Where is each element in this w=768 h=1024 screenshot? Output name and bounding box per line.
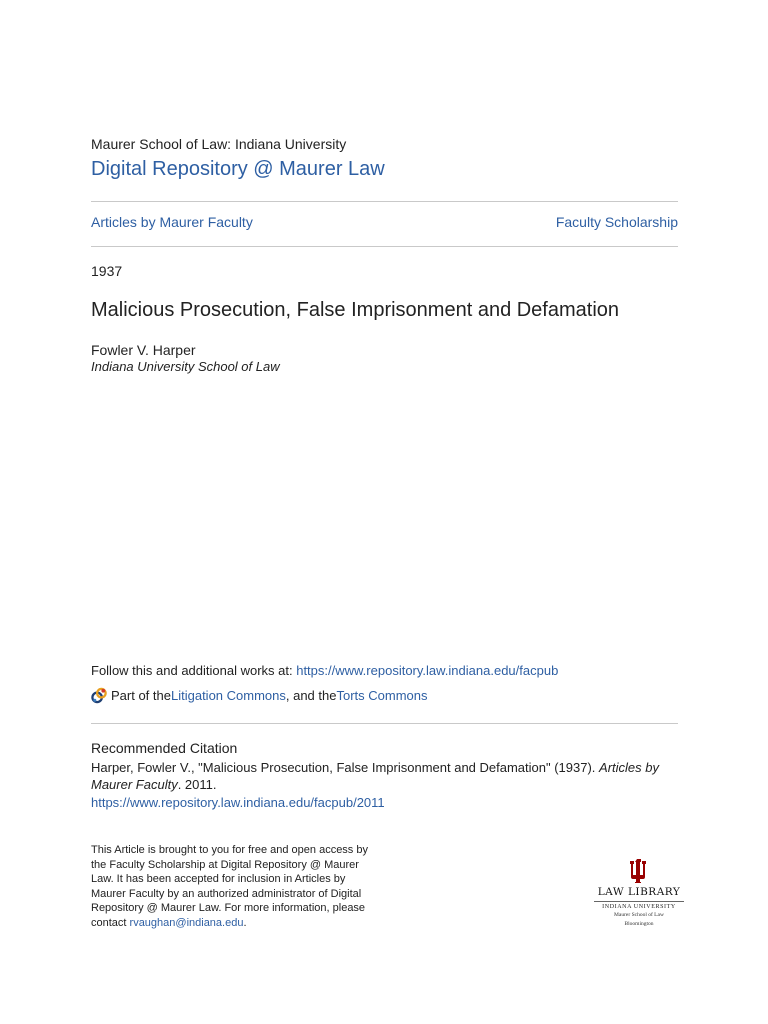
logo-city: Bloomington: [624, 920, 654, 927]
follow-line: [91, 663, 558, 678]
follow-url-link[interactable]: https://www.repository.law.indiana.edu/facpub: [296, 663, 559, 678]
law-library-logo: [594, 857, 684, 927]
article-title: Malicious Prosecution, False Imprisonment and Defamation: [91, 299, 620, 321]
access-statement-text: This Article is brought to you for free and open access by the Faculty Scholarship at Digital Repository @ Maurer Law. It has been accepted for inclusion in Articles by Maurer Faculty by an authorized administrator of Digital Repository @ Maurer Law. For more information, please contact: [91, 844, 368, 929]
citation-body: Harper, Fowler V., "Malicious Prosecution, False Imprisonment and Defamation" (1937).: [91, 760, 600, 775]
author-name: Fowler V. Harper: [91, 342, 196, 358]
citation-heading: Recommended Citation: [91, 740, 238, 756]
access-statement: [91, 843, 381, 931]
part-of-prefix: Part of the: [111, 688, 171, 703]
contact-email-link[interactable]: rvaughan@indiana.edu: [129, 916, 244, 929]
logo-university: INDIANA UNIVERSITY: [594, 901, 684, 910]
publication-year: 1937: [91, 263, 123, 279]
series-link[interactable]: Articles by Maurer Faculty: [91, 214, 253, 230]
citation-suffix: . 2011.: [177, 777, 217, 792]
logo-title: LAW LIBRARY: [597, 886, 681, 898]
part-of-line: [91, 687, 428, 704]
citation-journal: Articles by Maurer Faculty: [91, 760, 659, 792]
access-statement-end: .: [243, 916, 247, 929]
divider-citation: [91, 723, 678, 724]
cover-page: [91, 0, 681, 1024]
part-of-mid: , and the: [285, 688, 337, 703]
iu-trident-icon: [628, 857, 650, 883]
divider-nav: [91, 246, 678, 247]
institution-name: Maurer School of Law: Indiana University: [91, 136, 347, 152]
commons-network-icon: [91, 687, 108, 704]
author-affiliation: Indiana University School of Law: [91, 359, 280, 374]
citation-text: [91, 759, 678, 793]
divider-top: [91, 201, 678, 202]
repository-title-link[interactable]: Digital Repository @ Maurer Law: [91, 158, 385, 180]
citation-url-link[interactable]: https://www.repository.law.indiana.edu/facpub/2011: [91, 795, 385, 810]
litigation-commons-link[interactable]: Litigation Commons: [170, 688, 286, 703]
torts-commons-link[interactable]: Torts Commons: [336, 688, 428, 703]
collection-link[interactable]: Faculty Scholarship: [555, 214, 678, 230]
follow-prefix: Follow this and additional works at:: [91, 663, 297, 678]
logo-school: Maurer School of Law: [614, 912, 664, 918]
